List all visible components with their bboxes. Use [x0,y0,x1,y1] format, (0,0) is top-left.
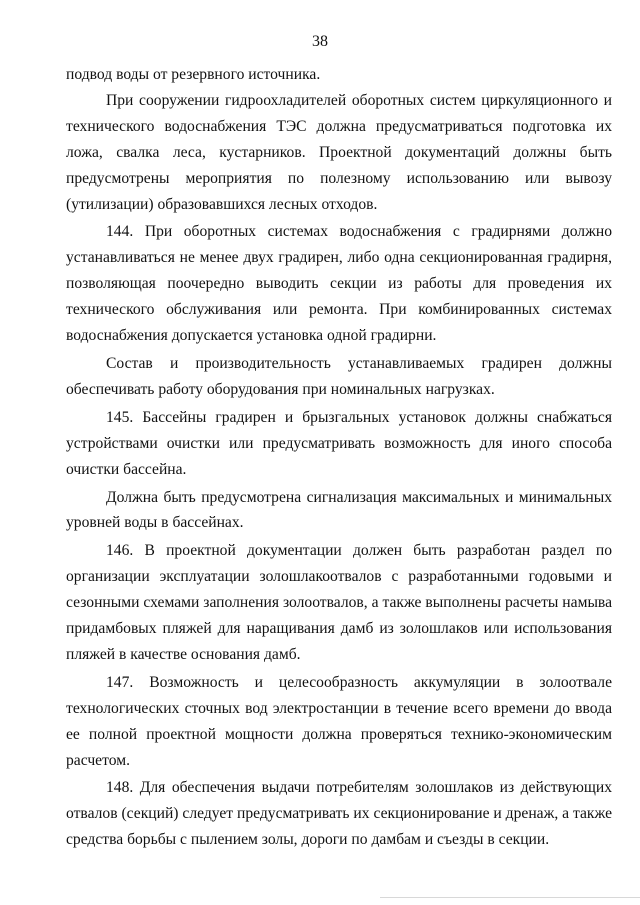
paragraph-item-147: 147. Возможность и целесообразность аккумуляции в золоотвале технологических сточных вод электростанции в течение всего времени до ввода ее полной проектной мощности должна проверяться технико-экономическим расчетом. [66,673,612,769]
paragraph-item-146: 146. В проектной документации должен быть разработан раздел по организации эксплуатации золошлакоотвалов с разработанными годовыми и сезонными схемами заполнения золоотвалов, а также выполнены расчеты намыва придамбовых пляжей для наращивания дамб из золошлаков или использования пляжей в качестве основания дамб. [66,542,612,663]
paragraph-water-level-alarm: Должна быть предусмотрена сигнализация максимальных и минимальных уровней воды в бассейнах. [66,488,612,532]
paragraph-cooling-towers-composition: Состав и производительность устанавливаемых градирен должны обеспечивать работу оборудования при номинальных нагрузках. [66,354,612,398]
page-number: 38 [312,33,328,50]
paragraph-continuation: подвод воды от резервного источника. [66,66,321,83]
scan-edge-line [380,897,640,898]
paragraph-hydrocoolers: При сооружении гидроохладителей оборотных систем циркуляционного и технического водоснабжения ТЭС должна предусматриваться подготовка их ложа, свалка леса, кустарников. Проектной документаций должны быть предусмотрены мероприятия по полезному использованию или вывозу (утилизации) образовавшихся лесных отходов. [66,91,612,213]
document-body [66,62,612,853]
paragraph-item-148: 148. Для обеспечения выдачи потребителям золошлаков из действующих отвалов (секций) следует предусматривать их секционирование и дренаж, а также средства борьбы с пылением золы, дороги по дамбам и съезды в секции. [66,779,612,849]
paragraph-item-144: 144. При оборотных системах водоснабжения с градирнями должно устанавливаться не менее двух градирен, либо одна секционированная градирня, позволяющая поочередно выводить секции из работы для проведения их технического обслуживания или ремонта. При комбинированных системах водоснабжения допускается установка одной градирни. [66,223,612,345]
paragraph-item-145: 145. Бассейны градирен и брызгальных установок должны снабжаться устройствами очистки или предусматривать возможность для иного способа очистки бассейна. [66,408,612,478]
